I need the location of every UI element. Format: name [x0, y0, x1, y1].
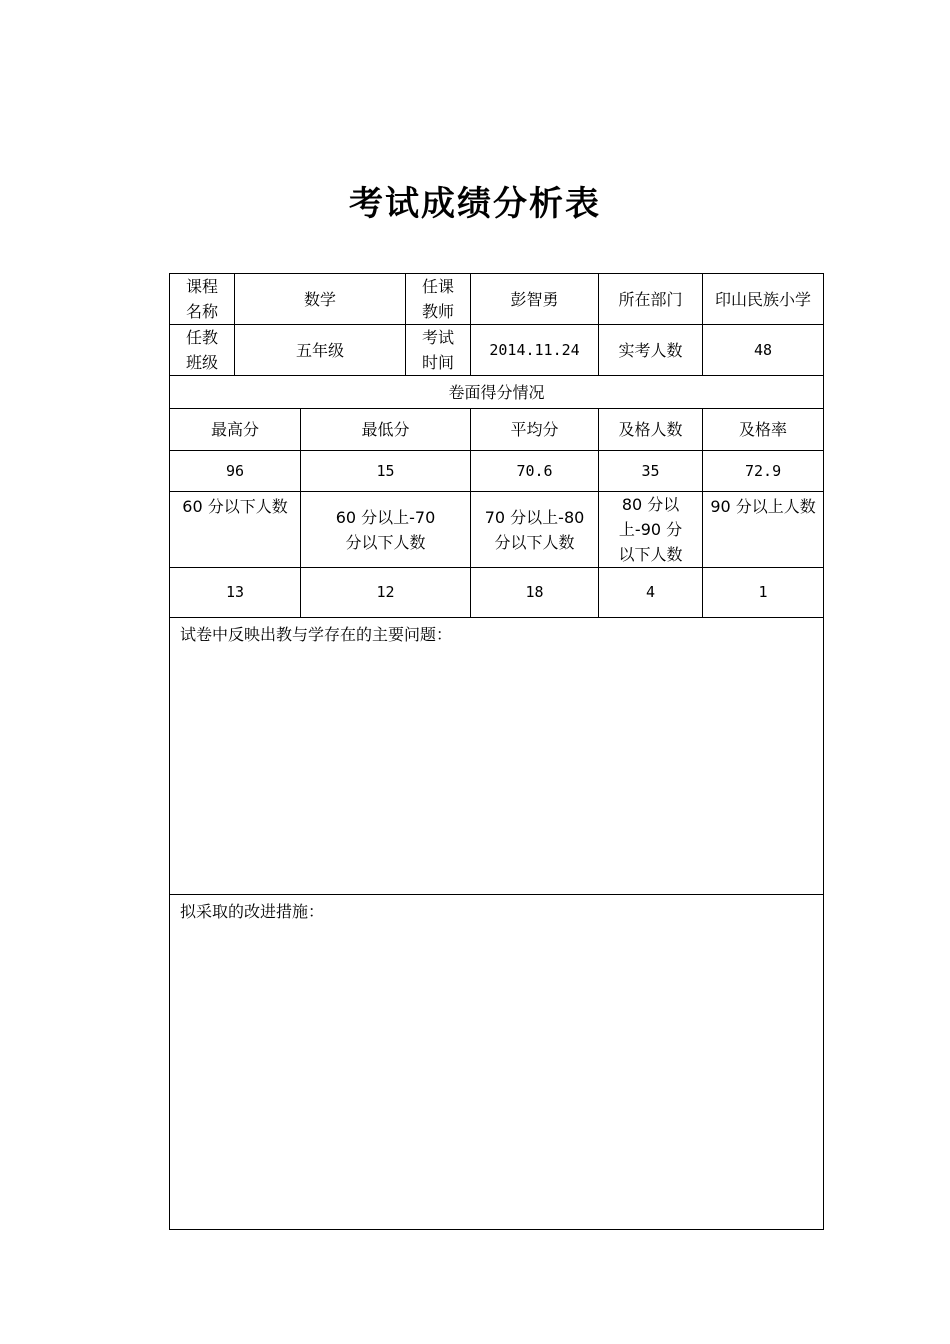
stat-value: 35: [599, 451, 703, 492]
stat-value: 96: [170, 451, 301, 492]
class-label: 任教 班级: [170, 325, 235, 376]
stat-value: 15: [301, 451, 471, 492]
problems-label: 试卷中反映出教与学存在的主要问题：: [180, 625, 453, 644]
range-header-row: [170, 492, 824, 568]
stat-header: 最高分: [170, 409, 301, 451]
improvements-row: [170, 895, 824, 1230]
exam-time-value: 2014.11.24: [471, 325, 599, 376]
range-header: 90 分以上人数: [703, 492, 824, 568]
stat-header-row: [170, 409, 824, 451]
course-name-label: 课程 名称: [170, 274, 235, 325]
department-value: 印山民族小学: [703, 274, 824, 325]
score-section-heading-row: [170, 376, 824, 409]
problems-field[interactable]: [170, 618, 824, 895]
course-name-value: 数学: [235, 274, 406, 325]
stat-value: 70.6: [471, 451, 599, 492]
stat-header: 平均分: [471, 409, 599, 451]
exam-time-label: 考试 时间: [406, 325, 471, 376]
improvements-label: 拟采取的改进措施：: [180, 902, 325, 921]
stat-header: 及格人数: [599, 409, 703, 451]
range-value: 1: [703, 568, 824, 618]
stat-value-row: [170, 451, 824, 492]
range-value: 18: [471, 568, 599, 618]
score-section-heading: 卷面得分情况: [170, 376, 824, 409]
stat-header: 最低分: [301, 409, 471, 451]
page-title: 考试成绩分析表: [349, 184, 601, 224]
department-label: 所在部门: [599, 274, 703, 325]
info-row-2: [170, 325, 824, 376]
class-value: 五年级: [235, 325, 406, 376]
exam-count-label: 实考人数: [599, 325, 703, 376]
exam-count-value: 48: [703, 325, 824, 376]
range-value: 4: [599, 568, 703, 618]
range-value: 12: [301, 568, 471, 618]
range-header: 60 分以下人数: [170, 492, 301, 568]
range-value-row: [170, 568, 824, 618]
range-header: 80 分以上-90 分 以下人数: [599, 492, 703, 568]
range-header: 60 分以上-70 分以下人数: [301, 492, 471, 568]
teacher-label: 任课 教师: [406, 274, 471, 325]
improvements-field[interactable]: [170, 895, 824, 1230]
problems-row: [170, 618, 824, 895]
stat-value: 72.9: [703, 451, 824, 492]
info-row-1: [170, 274, 824, 325]
stat-header: 及格率: [703, 409, 824, 451]
teacher-value: 彭智勇: [471, 274, 599, 325]
score-analysis-table: [169, 273, 824, 1230]
range-header: 70 分以上-80 分以下人数: [471, 492, 599, 568]
range-value: 13: [170, 568, 301, 618]
